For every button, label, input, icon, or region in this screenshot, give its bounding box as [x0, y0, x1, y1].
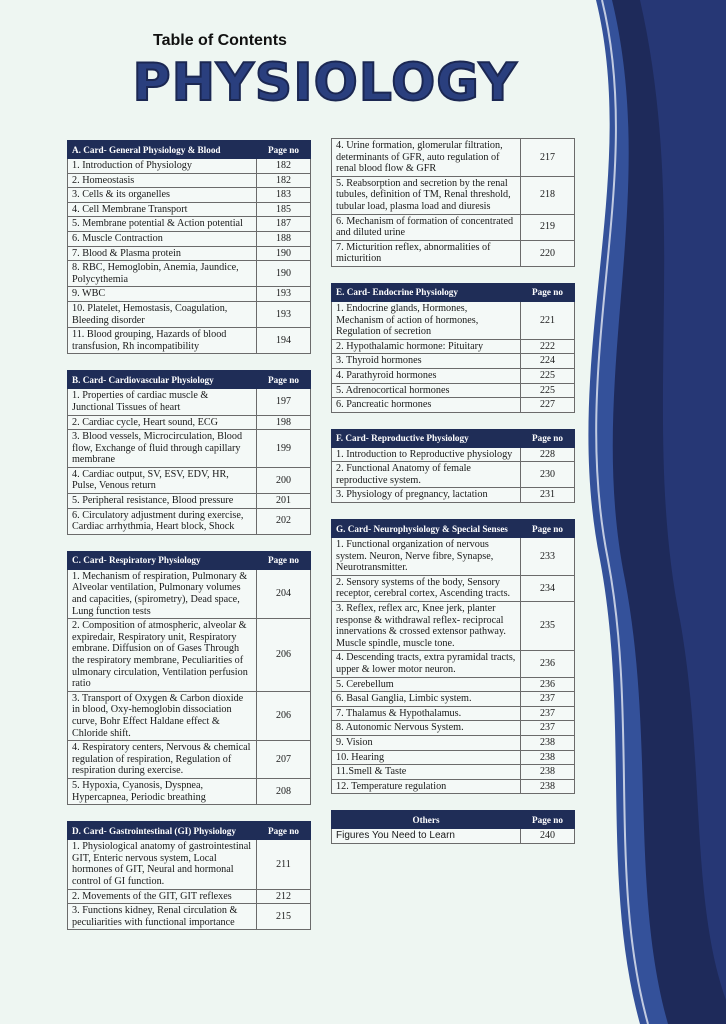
toc-row[interactable]: [68, 415, 311, 430]
section-header-row: [68, 551, 311, 569]
toc-entry-title: 9. Vision: [332, 735, 521, 750]
toc-entry-page: 238: [521, 750, 575, 765]
toc-row[interactable]: [332, 829, 575, 844]
toc-entry-page: 238: [521, 765, 575, 780]
section-header-row: [332, 429, 575, 447]
section-table: [331, 283, 575, 413]
toc-entry-title: 2. Hypothalamic hormone: Pituitary: [332, 339, 521, 354]
toc-entry-page: 235: [521, 602, 575, 651]
toc-row[interactable]: [332, 488, 575, 503]
toc-entry-title: 3. Blood vessels, Microcirculation, Blood flow, Exchange of fluid through capillary membrane: [68, 430, 257, 468]
toc-entry-title: 5. Peripheral resistance, Blood pressure: [68, 494, 257, 509]
toc-entry-title: 4. Parathyroid hormones: [332, 368, 521, 383]
toc-entry-page: 193: [257, 301, 311, 327]
toc-entry-page: 208: [257, 778, 311, 804]
page-title: [132, 50, 518, 113]
toc-entry-title: 5. Membrane potential & Action potential: [68, 217, 257, 232]
section-spacer: [67, 805, 311, 821]
section-header-row: [68, 371, 311, 389]
toc-row[interactable]: [68, 231, 311, 246]
toc-entry-title: 6. Pancreatic hormones: [332, 398, 521, 413]
toc-entry-title: 1. Properties of cardiac muscle & Junctional Tissues of heart: [68, 389, 257, 415]
toc-entry-title: 5. Reabsorption and secretion by the renal tubules, definition of TM, Renal threshold, tubular load, plasma load and diuresis: [332, 176, 521, 214]
section-header-row: [332, 811, 575, 829]
toc-row[interactable]: [332, 139, 575, 177]
section-header: B. Card- Cardiovascular Physiology: [68, 371, 257, 389]
section-table: [331, 810, 575, 844]
toc-entry-page: 185: [257, 202, 311, 217]
toc-entry-page: 217: [521, 139, 575, 177]
toc-entry-page: 188: [257, 231, 311, 246]
toc-entry-page: 215: [257, 904, 311, 930]
toc-entry-title: 12. Temperature regulation: [332, 779, 521, 794]
toc-row[interactable]: [332, 447, 575, 462]
page-no-header: Page no: [257, 551, 311, 569]
toc-row[interactable]: [332, 750, 575, 765]
toc-row[interactable]: [332, 765, 575, 780]
toc-row[interactable]: [68, 217, 311, 232]
toc-entry-title: 3. Cells & its organelles: [68, 188, 257, 203]
section-table: [331, 519, 575, 794]
section-header: D. Card- Gastrointestinal (GI) Physiology: [68, 822, 257, 840]
toc-entry-title: 3. Physiology of pregnancy, lactation: [332, 488, 521, 503]
toc-entry-page: 193: [257, 287, 311, 302]
toc-entry-page: 234: [521, 575, 575, 601]
toc-entry-title: 1. Introduction of Physiology: [68, 159, 257, 174]
toc-entry-title: 6. Circulatory adjustment during exercise, Cardiac arrhythmia, Heart block, Shock: [68, 508, 257, 534]
toc-row[interactable]: [332, 602, 575, 651]
toc-row[interactable]: [68, 328, 311, 354]
toc-entry-page: 240: [521, 829, 575, 844]
toc-row[interactable]: [332, 651, 575, 677]
toc-entry-title: 1. Introduction to Reproductive physiology: [332, 447, 521, 462]
section-header: F. Card- Reproductive Physiology: [332, 429, 521, 447]
toc-entry-title: 9. WBC: [68, 287, 257, 302]
toc-entry-title: 11.Smell & Taste: [332, 765, 521, 780]
page-title-text: PHYSIOLOGY: [132, 53, 518, 113]
toc-entry-page: 227: [521, 398, 575, 413]
toc-entry-title: 5. Adrenocortical hormones: [332, 383, 521, 398]
toc-entry-title: 2. Movements of the GIT, GIT reflexes: [68, 889, 257, 904]
toc-row[interactable]: [68, 301, 311, 327]
section-spacer: [331, 267, 575, 283]
toc-row[interactable]: [68, 261, 311, 287]
toc-entry-page: 199: [257, 430, 311, 468]
section-spacer: [67, 535, 311, 551]
toc-entry-title: 10. Hearing: [332, 750, 521, 765]
section-header-row: [68, 822, 311, 840]
toc-entry-page: 206: [257, 691, 311, 740]
toc-entry-title: 5. Hypoxia, Cyanosis, Dyspnea, Hypercapnea, Periodic breathing: [68, 778, 257, 804]
toc-entry-title: 4. Urine formation, glomerular filtration, determinants of GFR, auto regulation of renal blood flow & GFR: [332, 139, 521, 177]
section-header-row: [68, 141, 311, 159]
toc-entry-title: 7. Blood & Plasma protein: [68, 246, 257, 261]
section-table: [67, 551, 311, 805]
toc-entry-page: 212: [257, 889, 311, 904]
toc-entry-page: 236: [521, 651, 575, 677]
toc-entry-page: 237: [521, 692, 575, 707]
toc-entry-title: 10. Platelet, Hemostasis, Coagulation, Bleeding disorder: [68, 301, 257, 327]
toc-row[interactable]: [332, 721, 575, 736]
page-no-header: Page no: [257, 822, 311, 840]
toc-entry-page: 200: [257, 467, 311, 493]
section-spacer: [331, 413, 575, 429]
toc-entry-title: 8. Autonomic Nervous System.: [332, 721, 521, 736]
toc-entry-page: 202: [257, 508, 311, 534]
toc-entry-title: 4. Descending tracts, extra pyramidal tracts, upper & lower motor neuron.: [332, 651, 521, 677]
toc-row[interactable]: [332, 368, 575, 383]
toc-entry-title: 3. Reflex, reflex arc, Knee jerk, planter response & withdrawal reflex- reciprocal innervations & crossed extensor pathway. Muscle spindle, muscle tone.: [332, 602, 521, 651]
section-table: [331, 138, 575, 267]
page-no-header: Page no: [257, 141, 311, 159]
toc-entry-title: 3. Functions kidney, Renal circulation & peculiarities with functional importance: [68, 904, 257, 930]
section-spacer: [331, 794, 575, 810]
toc-row[interactable]: [332, 301, 575, 339]
section-header: A. Card- General Physiology & Blood: [68, 141, 257, 159]
toc-entry-title: 3. Transport of Oxygen & Carbon dioxide in blood, Oxy-hemoglobin dissociation curve, Bohr Effect Haldane effect & Chloride shift.: [68, 691, 257, 740]
toc-entry-title: 4. Cell Membrane Transport: [68, 202, 257, 217]
toc-entry-page: 230: [521, 462, 575, 488]
toc-row[interactable]: [332, 677, 575, 692]
toc-entry-page: 221: [521, 301, 575, 339]
toc-entry-page: 194: [257, 328, 311, 354]
toc-entry-title: 4. Cardiac output, SV, ESV, EDV, HR, Pulse, Venous return: [68, 467, 257, 493]
toc-row[interactable]: [68, 188, 311, 203]
page-no-header: Page no: [521, 520, 575, 538]
toc-entry-page: 183: [257, 188, 311, 203]
section-header: C. Card- Respiratory Physiology: [68, 551, 257, 569]
toc-row[interactable]: [68, 904, 311, 930]
toc-row[interactable]: [68, 287, 311, 302]
toc-entry-title: 2. Homeostasis: [68, 173, 257, 188]
section-spacer: [67, 354, 311, 370]
toc-entry-title: 2. Sensory systems of the body, Sensory receptor, cerebral cortex, Ascending tracts.: [332, 575, 521, 601]
toc-entry-page: 233: [521, 538, 575, 576]
section-table: [67, 140, 311, 354]
toc-entry-page: 225: [521, 368, 575, 383]
toc-row[interactable]: [332, 575, 575, 601]
toc-row[interactable]: [332, 339, 575, 354]
toc-entry-title: 2. Composition of atmospheric, alveolar & expiredair, Respiratory unit, Respiratory embrane. Diffusion on of Gases Through the respiratory membrane, Peculiarities of ulmonary circulation, Ventilation perfusion ratio: [68, 619, 257, 692]
toc-row[interactable]: [332, 214, 575, 240]
toc-entry-title: 5. Cerebellum: [332, 677, 521, 692]
toc-entry-page: 218: [521, 176, 575, 214]
page-no-header: Page no: [521, 283, 575, 301]
toc-row[interactable]: [68, 569, 311, 618]
section-header-row: [332, 283, 575, 301]
toc-entry-page: 222: [521, 339, 575, 354]
toc-row[interactable]: [68, 619, 311, 692]
page-no-header: Page no: [257, 371, 311, 389]
toc-entry-page: 190: [257, 261, 311, 287]
toc-entry-page: 198: [257, 415, 311, 430]
toc-entry-title: 3. Thyroid hormones: [332, 354, 521, 369]
toc-entry-page: 187: [257, 217, 311, 232]
toc-row[interactable]: [68, 467, 311, 493]
toc-entry-page: 207: [257, 741, 311, 779]
toc-row[interactable]: [68, 840, 311, 889]
toc-heading: Table of Contents: [153, 32, 287, 49]
toc-entry-title: 2. Cardiac cycle, Heart sound, ECG: [68, 415, 257, 430]
section-header: Others: [332, 811, 521, 829]
toc-entry-page: 224: [521, 354, 575, 369]
toc-entry-page: 238: [521, 735, 575, 750]
toc-row[interactable]: [332, 692, 575, 707]
toc-row[interactable]: [332, 462, 575, 488]
toc-entry-page: 231: [521, 488, 575, 503]
toc-entry-title: 6. Basal Ganglia, Limbic system.: [332, 692, 521, 707]
toc-entry-page: 201: [257, 494, 311, 509]
toc-row[interactable]: [68, 246, 311, 261]
page-no-header: Page no: [521, 429, 575, 447]
toc-row[interactable]: [68, 889, 311, 904]
section-table: [331, 429, 575, 503]
section-header: E. Card- Endocrine Physiology: [332, 283, 521, 301]
section-table: [67, 821, 311, 930]
toc-row[interactable]: [332, 354, 575, 369]
toc-entry-title: 7. Micturition reflex, abnormalities of micturition: [332, 240, 521, 266]
toc-entry-title: 11. Blood grouping, Hazards of blood transfusion, Rh incompatibility: [68, 328, 257, 354]
toc-row[interactable]: [68, 173, 311, 188]
toc-entry-title: 7. Thalamus & Hypothalamus.: [332, 706, 521, 721]
section-header-row: [332, 520, 575, 538]
toc-entry-page: 220: [521, 240, 575, 266]
toc-row[interactable]: [332, 398, 575, 413]
toc-entry-title: Figures You Need to Learn: [332, 829, 521, 844]
left-column: [67, 140, 311, 930]
toc-row[interactable]: [332, 240, 575, 266]
toc-entry-page: 228: [521, 447, 575, 462]
toc-row[interactable]: [68, 741, 311, 779]
toc-entry-page: 237: [521, 706, 575, 721]
toc-entry-title: 1. Physiological anatomy of gastrointestinal GIT, Enteric nervous system, Local hormones of GIT, Neural and hormonal control of GI function.: [68, 840, 257, 889]
toc-entry-page: 225: [521, 383, 575, 398]
toc-row[interactable]: [68, 778, 311, 804]
page-no-header: Page no: [521, 811, 575, 829]
toc-entry-page: 182: [257, 159, 311, 174]
toc-row[interactable]: [68, 202, 311, 217]
toc-row[interactable]: [68, 430, 311, 468]
toc-entry-title: 1. Functional organization of nervous system. Neuron, Nerve fibre, Synapse, Neurotransmitter.: [332, 538, 521, 576]
toc-row[interactable]: [332, 706, 575, 721]
toc-entry-page: 204: [257, 569, 311, 618]
toc-entry-page: 182: [257, 173, 311, 188]
toc-entry-page: 190: [257, 246, 311, 261]
toc-row[interactable]: [332, 383, 575, 398]
toc-entry-page: 219: [521, 214, 575, 240]
right-column: [331, 138, 575, 844]
section-spacer: [331, 503, 575, 519]
toc-entry-page: 237: [521, 721, 575, 736]
toc-row[interactable]: [332, 779, 575, 794]
section-table: [67, 370, 311, 535]
toc-entry-page: 206: [257, 619, 311, 692]
toc-entry-page: 238: [521, 779, 575, 794]
toc-entry-title: 1. Mechanism of respiration, Pulmonary & Alveolar ventilation, Pulmonary volumes and capacities, (spirometry), Dead space, Lung function tests: [68, 569, 257, 618]
toc-entry-title: 8. RBC, Hemoglobin, Anemia, Jaundice, Polycythemia: [68, 261, 257, 287]
toc-row[interactable]: [68, 159, 311, 174]
toc-entry-title: 6. Muscle Contraction: [68, 231, 257, 246]
toc-entry-page: 236: [521, 677, 575, 692]
toc-row[interactable]: [68, 389, 311, 415]
toc-row[interactable]: [68, 508, 311, 534]
toc-row[interactable]: [68, 494, 311, 509]
toc-entry-title: 6. Mechanism of formation of concentrated and diluted urine: [332, 214, 521, 240]
toc-entry-title: 1. Endocrine glands, Hormones, Mechanism of action of hormones, Regulation of secretion: [332, 301, 521, 339]
section-header: G. Card- Neurophysiology & Special Senses: [332, 520, 521, 538]
toc-row[interactable]: [332, 538, 575, 576]
toc-entry-title: 2. Functional Anatomy of female reproductive system.: [332, 462, 521, 488]
toc-row[interactable]: [332, 735, 575, 750]
toc-entry-page: 211: [257, 840, 311, 889]
toc-entry-title: 4. Respiratory centers, Nervous & chemical regulation of respiration, Regulation of respiration during exercise.: [68, 741, 257, 779]
toc-row[interactable]: [68, 691, 311, 740]
toc-entry-page: 197: [257, 389, 311, 415]
toc-row[interactable]: [332, 176, 575, 214]
